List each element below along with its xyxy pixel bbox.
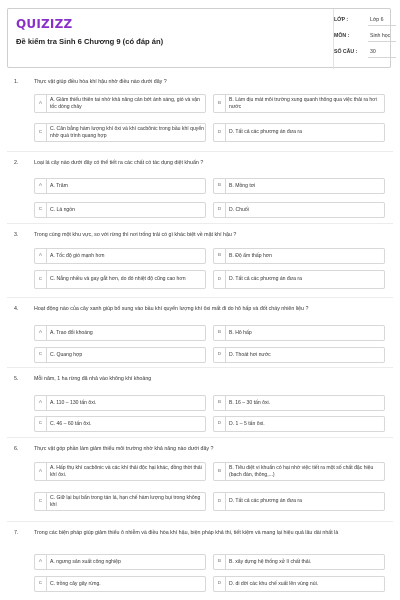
quizizz-logo: QUIZIZZ: [16, 17, 73, 31]
question-text: Thực vật góp phần làm giảm thiểu môi trường nhờ khả năng nào dưới đây ?: [34, 446, 214, 452]
option-c[interactable]: [34, 270, 206, 289]
option-text: D. di dời các khu chế xuất lên vùng núi.: [229, 580, 319, 587]
option-letter: C: [35, 493, 47, 510]
option-letter: A: [35, 249, 47, 263]
option-text: B. Hô hấp: [229, 329, 252, 336]
meta-grade-key: LỚP :: [334, 17, 349, 23]
option-a[interactable]: [34, 94, 206, 113]
option-b[interactable]: [213, 178, 385, 194]
option-text: A. Tốc độ gió mạnh hơn: [50, 252, 105, 259]
option-letter: A: [35, 555, 47, 569]
option-letter: B: [214, 463, 226, 480]
question-separator: [7, 521, 393, 522]
option-d[interactable]: [213, 123, 385, 142]
option-letter: B: [214, 179, 226, 193]
option-letter: C: [35, 203, 47, 217]
question-separator: [7, 223, 393, 224]
meta-grade-underline: [368, 25, 396, 26]
option-text: C. Lá ngón: [50, 206, 75, 213]
option-letter: A: [35, 326, 47, 340]
option-d[interactable]: [213, 347, 385, 363]
option-letter: C: [35, 124, 47, 141]
option-text: A. Trao đổi khoáng: [50, 329, 93, 336]
meta-question-count-key: SỐ CÂU :: [334, 49, 358, 55]
option-a[interactable]: [34, 395, 206, 411]
option-b[interactable]: [213, 248, 385, 264]
option-text: D. Tất cả các phương án đưa ra: [229, 276, 302, 283]
option-b[interactable]: [213, 462, 385, 481]
option-letter: B: [214, 326, 226, 340]
option-c[interactable]: [34, 123, 206, 142]
option-c[interactable]: [34, 202, 206, 218]
question-text: Mỗi năm, 1 ha rừng đã nhả vào không khí khoảng: [34, 376, 152, 382]
option-d[interactable]: [213, 202, 385, 218]
option-a[interactable]: [34, 462, 206, 481]
question-text: Thực vật giúp điều hòa khí hậu nhờ điều nào dưới đây ?: [34, 79, 167, 85]
option-letter: A: [35, 179, 47, 193]
option-letter: C: [35, 577, 47, 591]
option-letter: A: [35, 95, 47, 112]
option-text: C. Quang hợp: [50, 351, 83, 358]
option-letter: D: [214, 493, 226, 510]
question-separator: [7, 151, 393, 152]
question-text: Trong cùng một khu vực, so với rừng thì nơi trống trải có gì khác biệt về mặt khí hậu ?: [34, 232, 237, 238]
option-text: C. Giữ lại bụi bẩn trong tán lá, hạn chế hàm lượng bụi trong không khí: [50, 495, 201, 508]
option-c[interactable]: [34, 416, 206, 432]
meta-question-count-value: 30: [370, 49, 376, 55]
option-b[interactable]: [213, 94, 385, 113]
meta-subject-key: MÔN :: [334, 33, 350, 39]
option-a[interactable]: [34, 325, 206, 341]
option-c[interactable]: [34, 576, 206, 592]
option-letter: D: [214, 417, 226, 431]
meta-subject-value: Sinh học: [370, 33, 391, 39]
question-number: 3.: [14, 232, 19, 238]
option-b[interactable]: [213, 554, 385, 570]
option-letter: D: [214, 577, 226, 591]
question-separator: [7, 437, 393, 438]
option-letter: A: [35, 463, 47, 480]
question-number: 7.: [14, 530, 19, 536]
worksheet-header: [7, 8, 391, 68]
option-letter: B: [214, 249, 226, 263]
option-text: D. Tất cả các phương án đưa ra: [229, 498, 302, 505]
question-number: 5.: [14, 376, 19, 382]
option-a[interactable]: [34, 178, 206, 194]
meta-subject-underline: [368, 41, 396, 42]
option-text: B. 16 – 30 tấn ôxi.: [229, 399, 271, 406]
option-letter: C: [35, 417, 47, 431]
option-text: B. Mồng tơi: [229, 182, 256, 189]
question-separator: [7, 297, 393, 298]
option-a[interactable]: [34, 554, 206, 570]
option-letter: B: [214, 95, 226, 112]
question-number: 2.: [14, 160, 19, 166]
option-letter: D: [214, 271, 226, 288]
option-letter: A: [35, 396, 47, 410]
option-text: D. Thoát hơi nước: [229, 351, 271, 358]
option-letter: D: [214, 348, 226, 362]
option-text: D. Chuối: [229, 206, 249, 213]
option-text: A. Giảm thiểu thiên tai nhờ khả năng cản bớt ánh sáng, gió và vận tốc dòng chảy: [50, 97, 200, 110]
option-text: A. 110 – 130 tấn ôxi.: [50, 399, 97, 406]
option-d[interactable]: [213, 576, 385, 592]
option-text: D. Tất cả các phương án đưa ra: [229, 129, 302, 136]
option-text: B. Tiêu diệt vi khuẩn có hại nhờ việc tiết ra một số chất đặc hiệu (bạch đàn, thông,...): [229, 465, 374, 478]
option-letter: C: [35, 271, 47, 288]
option-c[interactable]: [34, 347, 206, 363]
question-number: 6.: [14, 446, 19, 452]
option-text: C. Nắng nhiều và gay gắt hơn, do đó nhiệt độ cũng cao hơn: [50, 276, 186, 283]
option-text: B. Làm dịu mát môi trường xung quanh thông qua việc thải ra hơi nước: [229, 97, 377, 110]
option-letter: D: [214, 124, 226, 141]
option-letter: D: [214, 203, 226, 217]
option-d[interactable]: [213, 270, 385, 289]
option-text: C. trồng cây gây rừng.: [50, 580, 101, 587]
option-text: A. ngưng sản xuất công nghiệp: [50, 558, 121, 565]
option-text: B. xây dựng hệ thống xử lí chất thải.: [229, 558, 312, 565]
option-a[interactable]: [34, 248, 206, 264]
option-letter: B: [214, 396, 226, 410]
option-letter: C: [35, 348, 47, 362]
question-number: 4.: [14, 306, 19, 312]
option-d[interactable]: [213, 492, 385, 511]
question-text: Hoạt động nào của cây xanh giúp bổ sung vào bầu khí quyển lượng khí ôxi mất đi do hô hấp và đốt cháy nhiên liệu ?: [34, 306, 309, 312]
meta-grade-value: Lớp 6: [370, 17, 384, 23]
option-text: A. Hấp thụ khí cacbônic và các khí thải độc hại khác, đồng thời thải khí ôxi.: [50, 465, 202, 478]
option-b[interactable]: [213, 395, 385, 411]
meta-question-count-underline: [368, 57, 396, 58]
question-separator: [7, 367, 393, 368]
question-text: Loại lá cây nào dưới đây có thể tiết ra các chất có tác dụng diệt khuẩn ?: [34, 160, 204, 166]
option-text: C. Cân bằng hàm lượng khí ôxi và khí cacbônic trong bầu khí quyển nhờ quá trình quang hợp: [50, 126, 204, 139]
option-letter: B: [214, 555, 226, 569]
option-d[interactable]: [213, 416, 385, 432]
option-text: C. 46 – 60 tấn ôxi.: [50, 420, 92, 427]
question-text: Trong các biện pháp giúp giảm thiểu ô nhiễm và điều hòa khí hậu, biện pháp khả thi, tiết kiệm và mang lại hiệu quả lâu dài nhất là: [34, 530, 339, 536]
option-text: D. 1 – 5 tấn ôxi.: [229, 420, 265, 427]
document-title: Đề kiểm tra Sinh 6 Chương 9 (có đáp án): [16, 37, 164, 46]
option-text: B. Độ ẩm thấp hơn: [229, 252, 272, 259]
question-number: 1.: [14, 79, 19, 85]
option-c[interactable]: [34, 492, 206, 511]
option-text: A. Trâm: [50, 182, 68, 189]
option-b[interactable]: [213, 325, 385, 341]
